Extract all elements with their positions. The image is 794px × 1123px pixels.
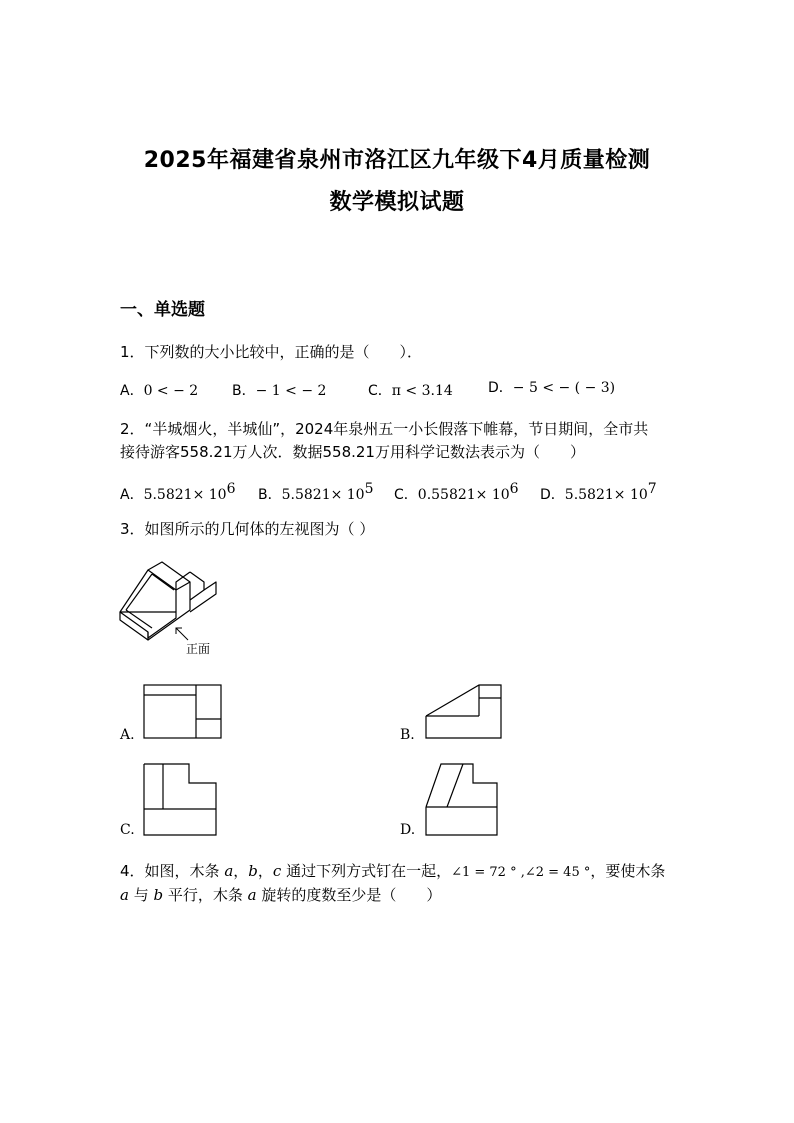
q3-option-a-figure[interactable] bbox=[143, 684, 223, 740]
q2-option-b-base: 5.5821× 10 bbox=[281, 487, 365, 503]
q4-text-2: 通过下列方式钉在一起， bbox=[281, 862, 452, 880]
q3-option-d-figure[interactable] bbox=[425, 763, 501, 837]
q4-line2-var-b: b bbox=[153, 886, 164, 904]
front-view-label: 正面 bbox=[186, 642, 211, 656]
q4-line2-text-3: 旋转的度数至少是（ ） bbox=[256, 886, 442, 904]
section-heading: 一、单选题 bbox=[120, 300, 205, 320]
q4-line2-var-a: a bbox=[120, 886, 129, 904]
q2-option-d-letter: D． bbox=[540, 487, 565, 503]
q3-option-a-drawing bbox=[143, 684, 223, 740]
q2-option-c-letter: C． bbox=[394, 487, 418, 503]
q1-option-d-expr: − 5 < − ( − 3) bbox=[512, 380, 616, 396]
q2-option-c bbox=[394, 481, 519, 504]
q3-option-c-figure[interactable] bbox=[143, 763, 219, 837]
q1-option-c-expr: π < 3.14 bbox=[391, 383, 453, 399]
q4-var-a: a bbox=[224, 862, 234, 880]
q2-option-a-exp: 6 bbox=[226, 481, 236, 497]
q4-text-1: 4．如图，木条 bbox=[120, 862, 225, 880]
document-title-line2: 数学模拟试题 bbox=[329, 190, 465, 215]
q2-option-b-letter: B． bbox=[258, 487, 282, 503]
q4-comma-1: ， bbox=[233, 862, 249, 880]
q2-option-d bbox=[540, 481, 657, 504]
q3-option-b-label: B. bbox=[400, 727, 415, 743]
q4-var-c: c bbox=[272, 862, 282, 880]
q4-comma-2: ， bbox=[257, 862, 273, 880]
q1-option-c-letter: C． bbox=[368, 383, 392, 399]
q1-option-b-expr: − 1 < − 2 bbox=[255, 383, 327, 399]
question-1-options bbox=[120, 380, 680, 402]
question-2-stem-line1: 2．“半城烟火，半城仙”，2024年泉州五一小长假落下帷幕，节日期间，全市共 bbox=[120, 420, 649, 438]
question-2-options bbox=[120, 481, 680, 503]
q3-option-c-label: C. bbox=[120, 822, 135, 838]
q2-option-b bbox=[258, 481, 374, 504]
q4-var-b: b bbox=[248, 862, 258, 880]
question-1-stem: 1．下列数的大小比较中，正确的是（ ）． bbox=[120, 343, 423, 361]
q2-option-c-exp: 6 bbox=[509, 481, 519, 497]
q1-option-a-expr: 0 < − 2 bbox=[143, 383, 199, 399]
q2-option-c-base: 0.55821× 10 bbox=[417, 487, 510, 503]
q1-option-a-letter: A． bbox=[120, 383, 144, 399]
q1-option-d bbox=[488, 377, 615, 397]
q4-angles: ∠1 = 72 ° ,∠2 = 45 ° bbox=[451, 865, 591, 880]
question-3-stem: 3．如图所示的几何体的左视图为（ ） bbox=[120, 520, 375, 538]
q4-line2-var-a2: a bbox=[247, 886, 257, 904]
q1-option-a bbox=[120, 380, 198, 400]
q1-option-b-letter: B． bbox=[232, 383, 256, 399]
q2-option-d-exp: 7 bbox=[647, 481, 657, 497]
question-4-line1 bbox=[120, 860, 690, 884]
question-4-line2 bbox=[120, 884, 680, 906]
q3-option-b-drawing bbox=[425, 684, 505, 740]
q1-option-c bbox=[368, 380, 453, 400]
document-title-line1: 2025年福建省泉州市洛江区九年级下4月质量检测 bbox=[143, 148, 651, 173]
q4-text-3: ，要使木条 bbox=[590, 862, 666, 880]
q4-line2-text-2: 平行，木条 bbox=[163, 886, 248, 904]
q1-option-d-letter: D． bbox=[488, 380, 513, 396]
q3-option-d-drawing bbox=[425, 763, 501, 837]
q1-option-b bbox=[232, 380, 326, 400]
q3-option-a-label: A. bbox=[120, 727, 135, 743]
q3-option-c-drawing bbox=[143, 763, 219, 837]
q2-option-b-exp: 5 bbox=[364, 481, 374, 497]
q2-option-a-base: 5.5821× 10 bbox=[143, 487, 227, 503]
question-2-stem-line2: 接待游客558.21万人次．数据558.21万用科学记数法表示为（ ） bbox=[120, 443, 585, 461]
q3-option-d-label: D. bbox=[400, 822, 416, 838]
q3-option-b-figure[interactable] bbox=[425, 684, 505, 740]
q4-line2-text-1: 与 bbox=[128, 886, 154, 904]
q2-option-d-base: 5.5821× 10 bbox=[564, 487, 648, 503]
q2-option-a bbox=[120, 481, 235, 504]
q2-option-a-letter: A． bbox=[120, 487, 144, 503]
